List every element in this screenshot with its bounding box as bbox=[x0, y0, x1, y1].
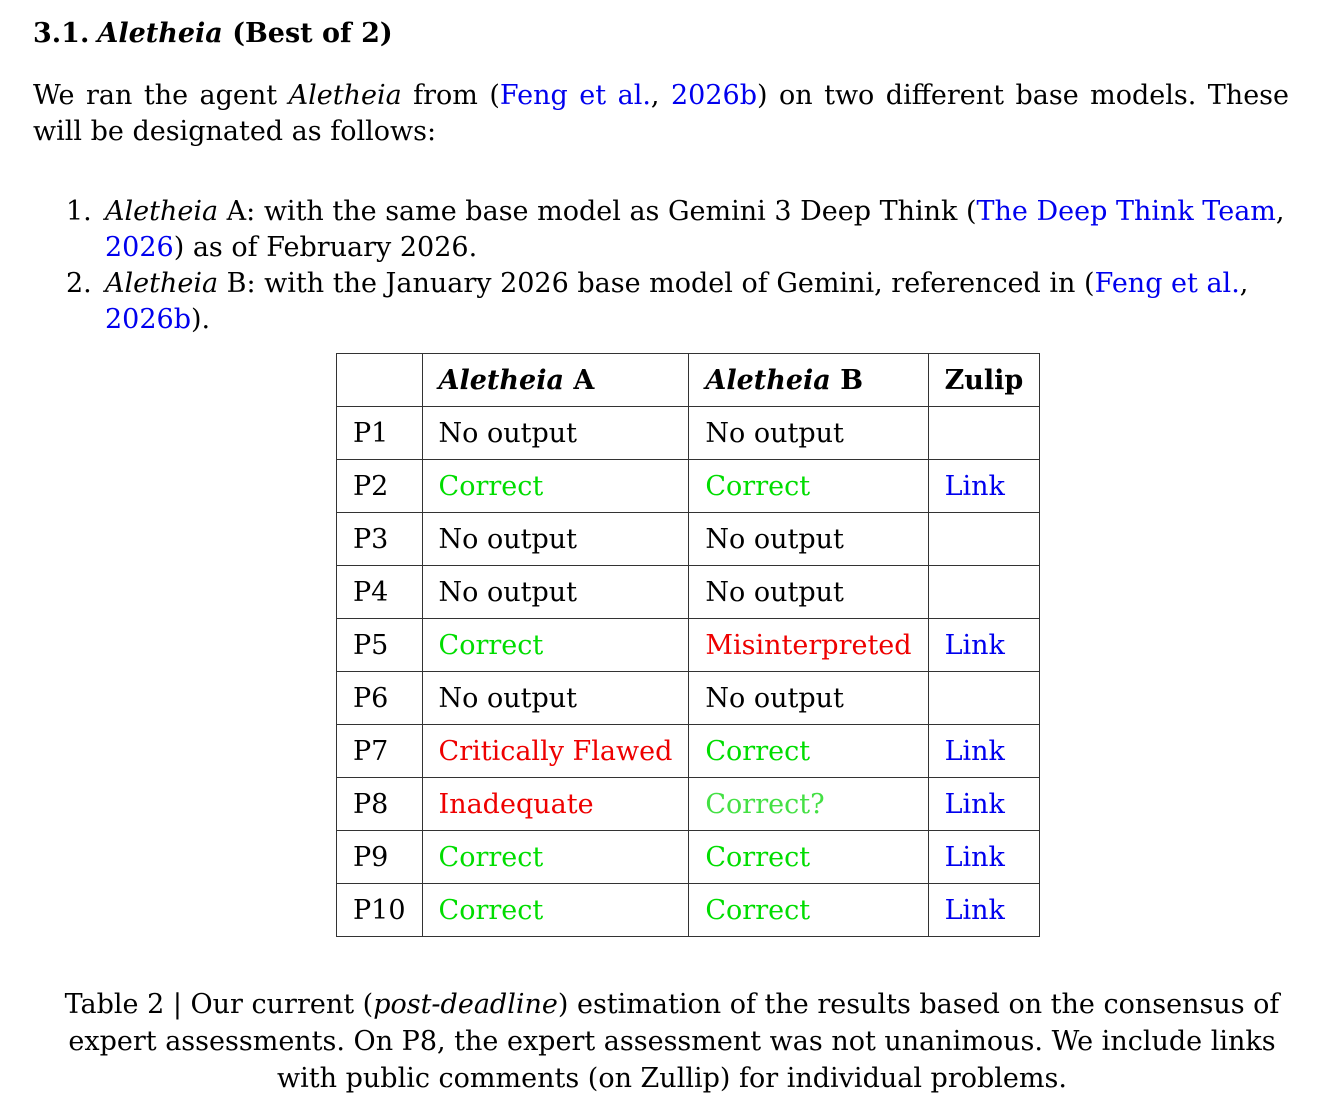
citation-author-link[interactable]: The Deep Think Team bbox=[976, 196, 1276, 227]
table-row bbox=[337, 778, 1040, 831]
header-zulip bbox=[928, 354, 1040, 407]
cell-aletheia-a-text: Correct bbox=[438, 470, 544, 502]
agent-name: Aletheia bbox=[105, 268, 219, 299]
table-row bbox=[337, 619, 1040, 672]
header-problem bbox=[337, 354, 423, 407]
cell-aletheia-a-text: No output bbox=[438, 523, 578, 555]
table-row bbox=[337, 460, 1040, 513]
cell-problem bbox=[337, 725, 423, 778]
cell-aletheia-b-text: Correct? bbox=[705, 788, 825, 820]
cell-aletheia-b-text: Correct bbox=[705, 470, 811, 502]
table-row bbox=[337, 672, 1040, 725]
agent-name: Aletheia bbox=[105, 196, 219, 227]
cell-problem-text: P1 bbox=[353, 417, 389, 449]
cell-aletheia-a bbox=[422, 884, 689, 937]
cell-aletheia-a bbox=[422, 831, 689, 884]
section-title-rest: (Best of 2) bbox=[232, 18, 393, 49]
table-row bbox=[337, 513, 1040, 566]
header-italic: Aletheia bbox=[705, 364, 831, 396]
cell-zulip bbox=[928, 407, 1040, 460]
cell-aletheia-b bbox=[689, 619, 928, 672]
zulip-link[interactable]: Link bbox=[944, 629, 1005, 661]
zulip-link[interactable]: Link bbox=[944, 894, 1005, 926]
cell-aletheia-b-text: No output bbox=[705, 682, 844, 714]
zulip-link[interactable]: Link bbox=[944, 841, 1005, 873]
cell-aletheia-b-text: Misinterpreted bbox=[705, 629, 912, 661]
list-text: , bbox=[1275, 196, 1285, 227]
cell-zulip bbox=[928, 831, 1040, 884]
section-title-italic: Aletheia bbox=[97, 18, 223, 49]
model-list bbox=[66, 194, 1292, 338]
cell-problem-text: P5 bbox=[353, 629, 389, 661]
header-italic: Aletheia bbox=[438, 364, 564, 396]
list-number: 2. bbox=[66, 268, 92, 299]
cell-aletheia-a bbox=[422, 725, 689, 778]
cell-problem-text: P4 bbox=[353, 576, 389, 608]
cell-problem bbox=[337, 884, 423, 937]
citation-author-link[interactable]: Feng et al. bbox=[499, 80, 651, 111]
cell-zulip bbox=[928, 884, 1040, 937]
list-number: 1. bbox=[66, 196, 92, 227]
cell-aletheia-a bbox=[422, 778, 689, 831]
intro-text: , bbox=[650, 80, 671, 111]
cell-aletheia-b bbox=[689, 407, 928, 460]
table-row bbox=[337, 566, 1040, 619]
cell-problem bbox=[337, 460, 423, 513]
cell-aletheia-b bbox=[689, 725, 928, 778]
cell-aletheia-a bbox=[422, 407, 689, 460]
citation-year-link[interactable]: 2026b bbox=[670, 80, 757, 111]
cell-problem bbox=[337, 513, 423, 566]
list-item bbox=[66, 266, 1292, 338]
cell-problem-text: P8 bbox=[353, 788, 389, 820]
intro-agent-name: Aletheia bbox=[288, 80, 402, 111]
intro-text: from ( bbox=[401, 80, 500, 111]
cell-aletheia-a-text: No output bbox=[438, 576, 578, 608]
cell-aletheia-b bbox=[689, 884, 928, 937]
table-row bbox=[337, 407, 1040, 460]
cell-zulip bbox=[928, 778, 1040, 831]
list-item bbox=[66, 194, 1292, 266]
table-body bbox=[337, 407, 1040, 937]
cell-zulip bbox=[928, 725, 1040, 778]
cell-aletheia-b bbox=[689, 778, 928, 831]
cell-zulip bbox=[928, 619, 1040, 672]
intro-text: ) on two different base models. These will be designated as follows: bbox=[33, 80, 1290, 147]
cell-aletheia-a-text: Correct bbox=[438, 629, 544, 661]
table-row bbox=[337, 831, 1040, 884]
results-table bbox=[336, 353, 1040, 937]
cell-aletheia-b-text: Correct bbox=[705, 894, 811, 926]
list-text: B: with the January 2026 base model of Gemini, referenced in ( bbox=[218, 268, 1095, 299]
table-row bbox=[337, 884, 1040, 937]
cell-aletheia-a-text: No output bbox=[438, 417, 578, 449]
cell-aletheia-b bbox=[689, 460, 928, 513]
table-row bbox=[337, 725, 1040, 778]
cell-aletheia-b bbox=[689, 831, 928, 884]
cell-aletheia-b-text: No output bbox=[705, 523, 844, 555]
header-aletheia-a bbox=[422, 354, 689, 407]
citation-year-link[interactable]: 2026 bbox=[105, 232, 174, 263]
cell-aletheia-a bbox=[422, 619, 689, 672]
cell-aletheia-b-text: Correct bbox=[705, 841, 811, 873]
cell-aletheia-a bbox=[422, 513, 689, 566]
caption-text: ) estimation of the results based on the consensus of expert assessments. On P8, the expert assessment was not unanimous. We include links with public comments (on Zullip) for individual problems. bbox=[68, 989, 1280, 1094]
cell-problem bbox=[337, 619, 423, 672]
list-text: ). bbox=[191, 304, 211, 335]
cell-zulip bbox=[928, 513, 1040, 566]
caption-text: Table 2 | Our current ( bbox=[64, 989, 374, 1020]
zulip-link[interactable]: Link bbox=[944, 470, 1005, 502]
cell-problem-text: P9 bbox=[353, 841, 389, 873]
cell-aletheia-b-text: No output bbox=[705, 417, 844, 449]
header-text: A bbox=[563, 364, 595, 396]
citation-year-link[interactable]: 2026b bbox=[105, 304, 191, 335]
zulip-link[interactable]: Link bbox=[944, 735, 1005, 767]
cell-aletheia-b bbox=[689, 566, 928, 619]
list-text: ) as of February 2026. bbox=[173, 232, 478, 263]
intro-text: We ran the agent bbox=[33, 80, 289, 111]
cell-aletheia-a-text: No output bbox=[438, 682, 578, 714]
cell-problem-text: P7 bbox=[353, 735, 389, 767]
section-heading bbox=[33, 18, 393, 49]
cell-aletheia-a-text: Inadequate bbox=[438, 788, 594, 820]
header-text: Zulip bbox=[944, 364, 1024, 396]
table-caption bbox=[40, 986, 1304, 1097]
cell-problem bbox=[337, 407, 423, 460]
header-text: B bbox=[830, 364, 864, 396]
header-aletheia-b bbox=[689, 354, 928, 407]
cell-aletheia-a bbox=[422, 672, 689, 725]
cell-problem bbox=[337, 566, 423, 619]
cell-aletheia-a-text: Correct bbox=[438, 894, 544, 926]
cell-problem bbox=[337, 831, 423, 884]
citation-author-link[interactable]: Feng et al. bbox=[1094, 268, 1240, 299]
cell-aletheia-a-text: Critically Flawed bbox=[438, 735, 673, 767]
section-number: 3.1. bbox=[33, 18, 90, 49]
cell-problem-text: P6 bbox=[353, 682, 389, 714]
cell-aletheia-b-text: No output bbox=[705, 576, 844, 608]
cell-problem bbox=[337, 778, 423, 831]
cell-aletheia-a bbox=[422, 566, 689, 619]
list-text: , bbox=[1239, 268, 1249, 299]
caption-italic: post-deadline bbox=[373, 989, 558, 1020]
cell-zulip bbox=[928, 460, 1040, 513]
cell-problem-text: P3 bbox=[353, 523, 389, 555]
cell-aletheia-a bbox=[422, 460, 689, 513]
cell-problem bbox=[337, 672, 423, 725]
cell-aletheia-b bbox=[689, 672, 928, 725]
cell-aletheia-b-text: Correct bbox=[705, 735, 811, 767]
cell-problem-text: P2 bbox=[353, 470, 389, 502]
cell-aletheia-a-text: Correct bbox=[438, 841, 544, 873]
cell-zulip bbox=[928, 566, 1040, 619]
cell-aletheia-b bbox=[689, 513, 928, 566]
list-text: A: with the same base model as Gemini 3 Deep Think ( bbox=[218, 196, 977, 227]
table-header-row bbox=[337, 354, 1040, 407]
zulip-link[interactable]: Link bbox=[944, 788, 1005, 820]
cell-zulip bbox=[928, 672, 1040, 725]
cell-problem-text: P10 bbox=[353, 894, 406, 926]
intro-paragraph bbox=[33, 78, 1289, 150]
